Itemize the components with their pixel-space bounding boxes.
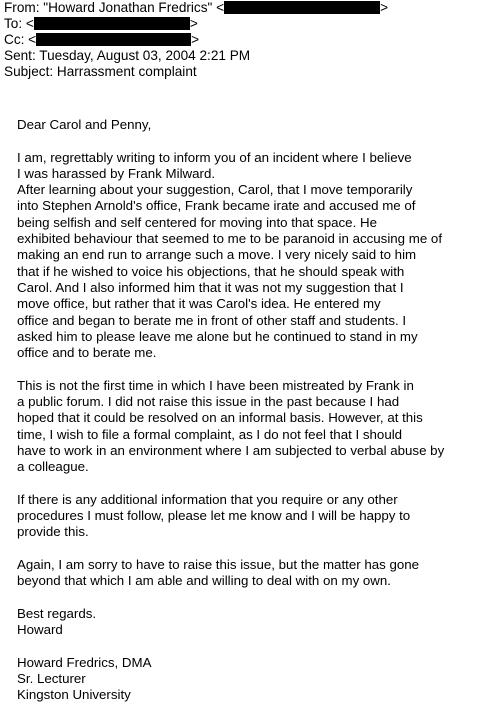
email-header bbox=[4, 0, 480, 80]
letter-body bbox=[17, 117, 479, 704]
paragraph-line: hoped that it could be resolved on an informal basis. However, at this bbox=[17, 410, 423, 426]
sent-line: Sent: Tuesday, August 03, 2004 2:21 PM bbox=[4, 48, 251, 63]
closing-phrase: Best regards. bbox=[17, 605, 97, 621]
paragraph-line: have to work in an environment where I am subjected to verbal abuse by bbox=[17, 442, 445, 458]
from-close: > bbox=[380, 0, 389, 15]
from-label: From: "Howard Jonathan Fredrics" < bbox=[4, 0, 225, 15]
closing bbox=[17, 606, 479, 639]
paragraph-line: a public forum. I did not raise this issue in the past because I had bbox=[17, 394, 400, 410]
paragraph-2 bbox=[17, 378, 479, 476]
cc-label: Cc: < bbox=[4, 32, 37, 47]
cc-line bbox=[4, 32, 480, 48]
greeting: Dear Carol and Penny, bbox=[17, 117, 152, 132]
from-line bbox=[4, 0, 480, 16]
cc-close: > bbox=[191, 32, 200, 47]
paragraph-line: provide this. bbox=[17, 524, 89, 540]
paragraph-line: Again, I am sorry to have to raise this issue, but the matter has gone bbox=[17, 557, 420, 573]
paragraph-line: exhibited behaviour that seemed to me to be paranoid in accusing me of bbox=[17, 231, 443, 247]
paragraph-line: office and began to berate me in front of other staff and students. I bbox=[17, 312, 407, 328]
subject-line: Subject: Harrassment complaint bbox=[4, 64, 197, 79]
paragraph-line: a colleague. bbox=[17, 459, 89, 475]
to-line bbox=[4, 16, 480, 32]
paragraph-4 bbox=[17, 557, 479, 590]
signature-name: Howard Fredrics, DMA bbox=[17, 654, 152, 670]
paragraph-line: office and to berate me. bbox=[17, 345, 157, 361]
paragraph-line: time, I wish to file a formal complaint, as I do not feel that I should bbox=[17, 426, 403, 442]
to-label: To: < bbox=[4, 16, 34, 31]
paragraph-line: into Stephen Arnold's office, Frank became irate and accused me of bbox=[17, 198, 416, 214]
paragraph-line: beyond that which I am able and willing to deal with on my own. bbox=[17, 573, 392, 589]
paragraph-line: that if he wished to voice his objections, that he should speak with bbox=[17, 263, 405, 279]
paragraph-line: I am, regrettably writing to inform you of an incident where I believe bbox=[17, 149, 412, 165]
paragraph-line: This is not the first time in which I have been mistreated by Frank in bbox=[17, 377, 414, 393]
paragraph-line: Carol. And I also informed him that it was not my suggestion that I bbox=[17, 279, 404, 295]
signature-title: Sr. Lecturer bbox=[17, 671, 86, 687]
paragraph-line: asked him to please leave me alone but he continued to stand in my bbox=[17, 328, 418, 344]
signature-block bbox=[17, 655, 479, 704]
paragraph-line: procedures I must follow, please let me know and I will be happy to bbox=[17, 508, 411, 524]
paragraph-line: move office, but rather that it was Carol's idea. He entered my bbox=[17, 296, 381, 312]
redacted-cc-address bbox=[36, 33, 191, 46]
paragraph-line: being selfish and self centered for moving into that space. He bbox=[17, 214, 377, 230]
paragraph-line: After learning about your suggestion, Carol, that I move temporarily bbox=[17, 182, 413, 198]
paragraph-line: If there is any additional information that you require or any other bbox=[17, 491, 398, 507]
signature-institution: Kingston University bbox=[17, 687, 131, 703]
redacted-from-address bbox=[224, 1, 380, 14]
paragraph-line: making an end run to arrange such a move. I very nicely said to him bbox=[17, 247, 417, 263]
paragraph-line: I was harassed by Frank Milward. bbox=[17, 165, 216, 181]
paragraph-3 bbox=[17, 492, 479, 541]
closing-name: Howard bbox=[17, 622, 63, 638]
to-close: > bbox=[189, 16, 198, 31]
redacted-to-address bbox=[34, 17, 190, 30]
paragraph-1 bbox=[17, 150, 479, 362]
